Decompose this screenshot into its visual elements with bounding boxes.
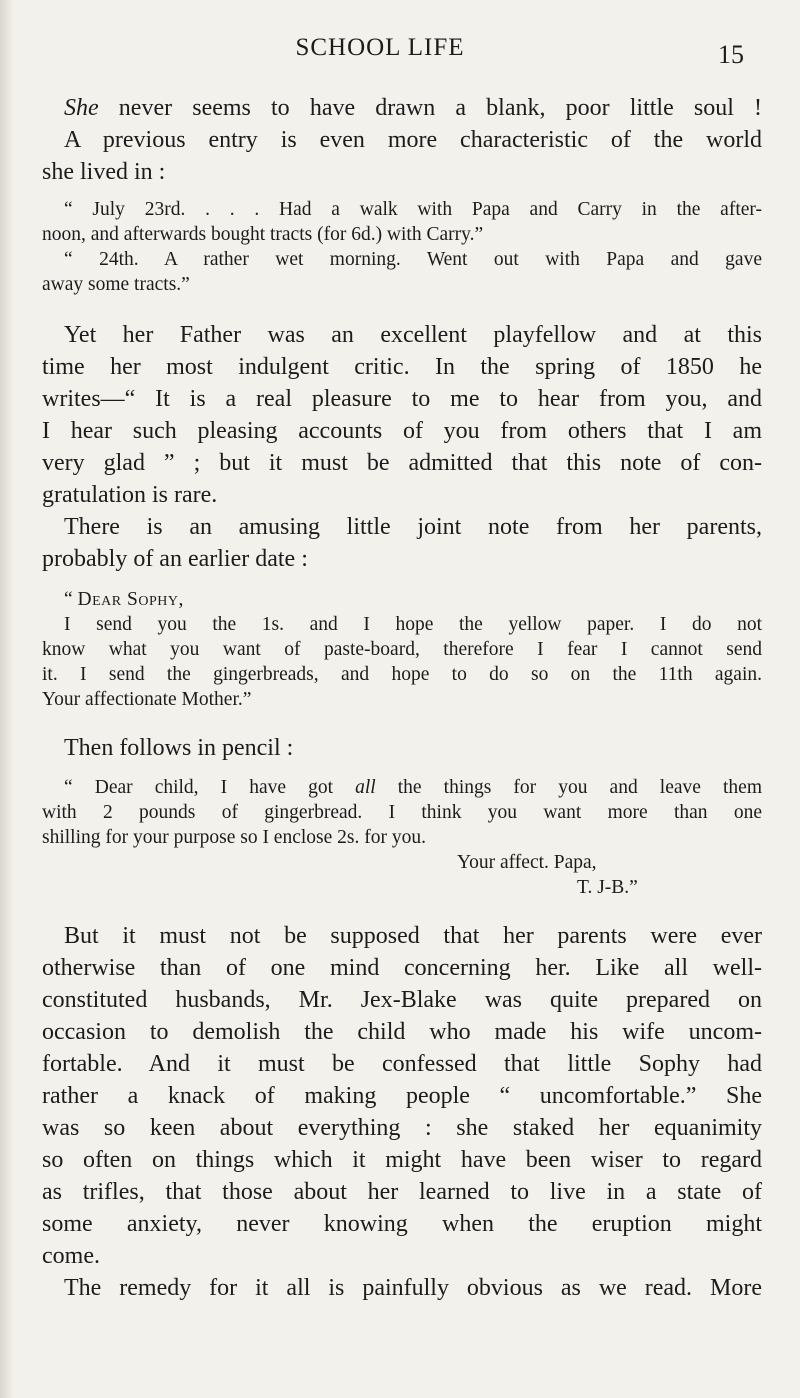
page-number: 15 — [718, 40, 744, 69]
paragraph-remedy — [42, 1272, 762, 1304]
text-line: with 2 pounds of gingerbread. I think you want more than one — [42, 802, 762, 823]
text-line: come. — [42, 1243, 100, 1269]
text-line: I send you the 1s. and I hope the yellow paper. I do not — [64, 614, 762, 635]
text-line: writes—“ It is a real pleasure to me to hear from you, and — [42, 386, 762, 412]
running-head: SCHOOL LIFE — [295, 34, 465, 61]
paragraph-joint-note — [42, 511, 762, 575]
text-line: Your affectionate Mother.” — [42, 689, 252, 710]
italic-word: She — [64, 95, 99, 121]
text-line: There is an amusing little joint note from her parents, — [64, 514, 762, 540]
paragraph-father — [42, 319, 762, 511]
paragraph-pencil — [42, 732, 762, 764]
text-line: so often on things which it might have been wiser to regard — [42, 1147, 762, 1173]
page-body — [42, 92, 762, 1304]
text-line: gratulation is rare. — [42, 482, 218, 508]
text-line: otherwise than of one mind concerning her. Like all well- — [42, 955, 762, 981]
page-header — [0, 34, 800, 68]
text-line: was so keen about everything : she staked her equanimity — [42, 1115, 762, 1141]
letter-father — [42, 775, 762, 900]
paragraph-intro — [42, 92, 762, 188]
text-line: away some tracts.” — [42, 274, 190, 295]
text-line: very glad ” ; but it must be admitted that this note of con- — [42, 450, 762, 476]
text-line: shilling for your purpose so I enclose 2s. for you. — [42, 827, 426, 848]
text-line: I hear such pleasing accounts of you from others that I am — [42, 418, 762, 444]
text-line: occasion to demolish the child who made his wife uncom- — [42, 1019, 762, 1045]
text-line: as trifles, that those about her learned to live in a state of — [42, 1179, 762, 1205]
text-line: some anxiety, never knowing when the eruption might — [42, 1211, 762, 1237]
text-line: constituted husbands, Mr. Jex-Blake was quite prepared on — [42, 987, 762, 1013]
text-line: “ 24th. A rather wet morning. Went out with Papa and gave — [64, 249, 762, 270]
letter-salutation: “ Dear Sophy, — [64, 589, 184, 610]
text-line: Then follows in pencil : — [64, 735, 294, 761]
text-line: “ Dear child, I have got all the things for you and leave them — [64, 777, 762, 798]
text-line: The remedy for it all is painfully obvious as we read. More — [64, 1275, 762, 1301]
letter-signature: T. J-B.” — [577, 877, 638, 898]
text-line: Yet her Father was an excellent playfellow and at this — [64, 322, 762, 348]
text-line: But it must not be supposed that her parents were ever — [64, 923, 762, 949]
text-line: fortable. And it must be confessed that little Sophy had — [42, 1051, 762, 1077]
italic-word: all — [355, 777, 376, 798]
letter-mother — [42, 587, 762, 712]
letter-signoff: Your affect. Papa, — [457, 852, 597, 873]
text-line: know what you want of paste-board, therefore I fear I cannot send — [42, 639, 762, 660]
text-line: she lived in : — [42, 159, 166, 185]
page-edge-shadow — [0, 0, 14, 1398]
text-line: A previous entry is even more characteristic of the world — [64, 127, 762, 153]
diary-extract — [42, 197, 762, 297]
text-line: rather a knack of making people “ uncomfortable.” She — [42, 1083, 762, 1109]
text-line: “ July 23rd. . . . Had a walk with Papa and Carry in the after- — [64, 199, 762, 220]
text-line: She never seems to have drawn a blank, poor little soul ! — [64, 95, 762, 121]
paragraph-parents — [42, 920, 762, 1272]
text-line: time her most indulgent critic. In the spring of 1850 he — [42, 354, 762, 380]
text-line: probably of an earlier date : — [42, 546, 308, 572]
text-line: it. I send the gingerbreads, and hope to do so on the 11th again. — [42, 664, 762, 685]
text-line: noon, and afterwards bought tracts (for 6d.) with Carry.” — [42, 224, 484, 245]
